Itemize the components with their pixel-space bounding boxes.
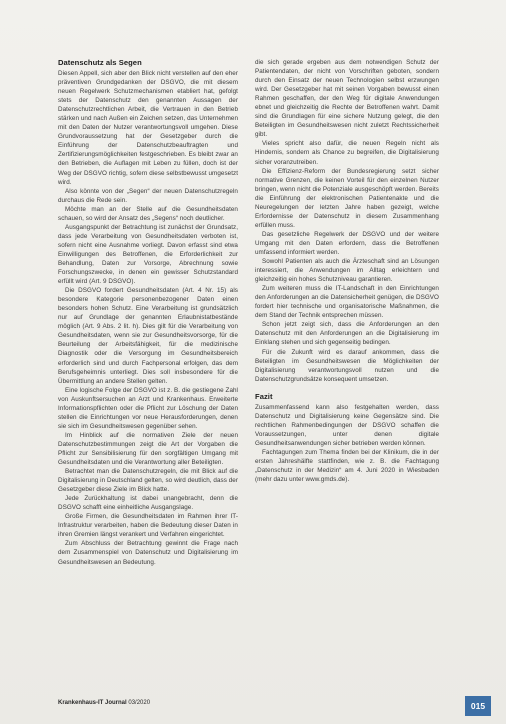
left-column — [58, 58, 238, 567]
paragraph: Die Effizienz-Reform der Bundesregierung setzt sicher normative Grenzen, die keinen Vorteil für den einzelnen Nutzer bringen, wenn nicht die Potenziale ausgeschöpft werden. Bereits die Einführung der elektronischen Patientenakte und die Neuregelungen der letzten Jahre haben gezeigt, welche Erfordernisse der Datenschutz in diesem Zusammenhang erfüllen muss. — [255, 167, 439, 229]
paragraph: die sich gerade ergeben aus dem notwendigen Schutz der Patientendaten, der nicht von Vorschriften geboten, sondern durch den Einsatz der neuen Technologien selbst erzwungen wird. Der Gesetzgeber hat mit seinen Vorgaben bewusst einen Rahmen geschaffen, der den Weg für digitale Anwendungen ebnet und gleichzeitig die Rechte der Betroffenen wahrt. Damit sind die Grundlagen für eine sichere Nutzung gelegt, die den Beteiligten im Gesundheitswesen nicht zuletzt Rechtssicherheit gibt. — [255, 59, 439, 139]
paragraph: Das gesetzliche Regelwerk der DSGVO und der weitere Umgang mit den Daten erfordern, dass die Betroffenen umfassend informiert werden. — [255, 230, 439, 256]
paragraph: Zusammenfassend kann also festgehalten werden, dass Datenschutz und Digitalisierung keine Gegensätze sind. Die rechtlichen Rahmenbedingungen der DSGVO schaffen die Voraussetzungen, unter denen digitale Gesundheitsanwendungen sicher betrieben werden können. — [255, 403, 439, 447]
paragraph: Zum Abschluss der Betrachtung gewinnt die Frage nach dem Zusammenspiel von Datenschutz und Digitalisierung im Gesundheitswesen an Bedeutung. — [58, 540, 238, 566]
page-number-badge: 015 — [465, 696, 491, 716]
paragraph: Die DSGVO fordert Gesundheitsdaten (Art. 4 Nr. 15) als besondere Kategorie personenbezogener Daten einen besonders hohen Schutz. Eine Verarbeitung ist grundsätzlich nur auf Grundlage der genannten Erlaubnistatbestände möglich (Art. 9 Abs. 2 lit. h). Dies gilt für die Verarbeitung von Gesundheitsdaten, wenn sie zur Gesundheitsvorsorge, für die Beurteilung der Arbeitsfähigkeit, für die medizinische Diagnostik oder die Versorgung im Gesundheitsbereich erforderlich sind und durch Fachpersonal erfolgen, das dem Berufsgeheimnis unterliegt. Dies soll insbesondere für die Übermittlung an andere Stellen gelten. — [58, 287, 238, 385]
right-column — [255, 58, 439, 484]
paragraph: Für die Zukunft wird es darauf ankommen, dass die Beteiligten im Gesundheitswesen die Möglichkeiten der Digitalisierung verantwortungsvoll nutzen und die Datenschutzgrundsätze konsequent umsetzen. — [255, 348, 439, 383]
paragraph: Große Firmen, die Gesundheitsdaten im Rahmen ihrer IT-Infrastruktur verarbeiten, haben die Bedeutung dieser Daten in ihren Gremien längst verankert und Verfahren eingerichtet. — [58, 513, 238, 539]
paragraph: Möchte man an der Stelle auf die Gesundheitsdaten schauen, so wird der Ansatz des „Segens“ noch deutlicher. — [58, 205, 238, 222]
paragraph: Sowohl Patienten als auch die Ärzteschaft sind an Lösungen interessiert, die Anwendungen im Alltag erleichtern und gleichzeitig ein hohes Schutzniveau garantieren. — [255, 258, 439, 284]
journal-title: Krankenhaus-IT Journal — [58, 700, 127, 706]
fazit-heading: Fazit — [255, 391, 273, 401]
paragraph: Also könnte von der „Segen“ der neuen Datenschutzregeln durchaus die Rede sein. — [58, 187, 238, 204]
paragraph: Schon jetzt zeigt sich, dass die Anforderungen an den Datenschutz mit den Anforderungen an die Digitalisierung im Einklang stehen und sich gegenseitig bedingen. — [255, 321, 439, 347]
paragraph: Im Hinblick auf die normativen Ziele der neuen Datenschutzbestimmungen zeigt die Art der Vorgaben die Pflicht zur Sensibilisierung für den sorgfältigen Umgang mit Gesundheitsdaten und die Verantwortung aller Beteiligten. — [58, 431, 238, 467]
paragraph: Zum weiteren muss die IT-Landschaft in den Einrichtungen den Anforderungen an die Datensicherheit genügen, die DSGVO fordert hier technische und organisatorische Maßnahmen, die dem Stand der Technik entsprechen müssen. — [255, 285, 439, 320]
paragraph: Eine logische Folge der DSGVO ist z. B. die gestiegene Zahl von Auskunftsersuchen an Arzt und Krankenhaus. Erweiterte Informationspflichten oder die Pflicht zur Löschung der Daten stellen die Einrichtungen vor neue Herausforderungen, denen sie sich im Gesundheitswesen gegenüber sehen. — [58, 386, 238, 430]
page-footer — [58, 700, 150, 706]
paragraph: Vieles spricht also dafür, die neuen Regeln nicht als Hindernis, sondern als Chance zu begreifen, die Digitalisierung sicher voranzutreiben. — [255, 140, 439, 166]
section-heading: Datenschutz als Segen — [58, 58, 142, 67]
journal-issue: 03/2020 — [128, 700, 151, 706]
paragraph: Ausgangspunkt der Betrachtung ist zunächst der Grundsatz, dass jede Verarbeitung von Gesundheitsdaten verboten ist, sofern nicht eine Ausnahme vorliegt. Davon erfasst sind etwa Einwilligungen des Betroffenen, die Erforderlichkeit zur Behandlung, Daten zur Vorsorge, Abrechnung sowie Forschungszwecke, in denen ein gewisser Schutzstandard erfüllt wird (Art. 9 DSGVO). — [58, 223, 238, 286]
paragraph: Jede Zurückhaltung ist dabei unangebracht, denn die DSGVO schafft eine einheitliche Ausgangslage. — [58, 495, 238, 512]
paragraph: Betrachtet man die Datenschutzregeln, die mit Blick auf die Digitalisierung in Deutschland gelten, so wird deutlich, dass der Gesetzgeber diese Ziele im Blick hatte. — [58, 468, 238, 494]
paragraph: Diesen Appell, sich aber den Blick nicht verstellen auf den eher präventiven Grundgedanken der DSGVO, die mit diesem neuen Regelwerk Schutzmechanismen etabliert hat, gefolgt stets der Datenschutz den genannten Aussagen der Datenschutzrechtlichen Arbeit, die Vertrauen in den Betrieb stärken und nach Außen ein Zeichen setzen, das Unternehmen mit den Daten der Nutzer verantwortungsvoll umgehen. Diese Grundvoraussetzung hat der Gesetzgeber durch die Einführung der Datenschutzbeauftragten und Zertifizierungsmöglichkeiten festgeschrieben. Es bleibt zwar an den Betrieben, die Auflagen mit Leben zu füllen, doch ist der Weg der DSGVO richtig, sofern diese selbstbewusst umgesetzt wird. — [58, 70, 238, 186]
paragraph: Fachtagungen zum Thema finden bei der Klinikum, die in der ersten Jahreshälfte stattfinden, wie z. B. die Fachtagung „Datenschutz in der Medizin“ am 4. Juni 2020 in Wiesbaden (mehr dazu unter www.gmds.de). — [255, 448, 439, 484]
